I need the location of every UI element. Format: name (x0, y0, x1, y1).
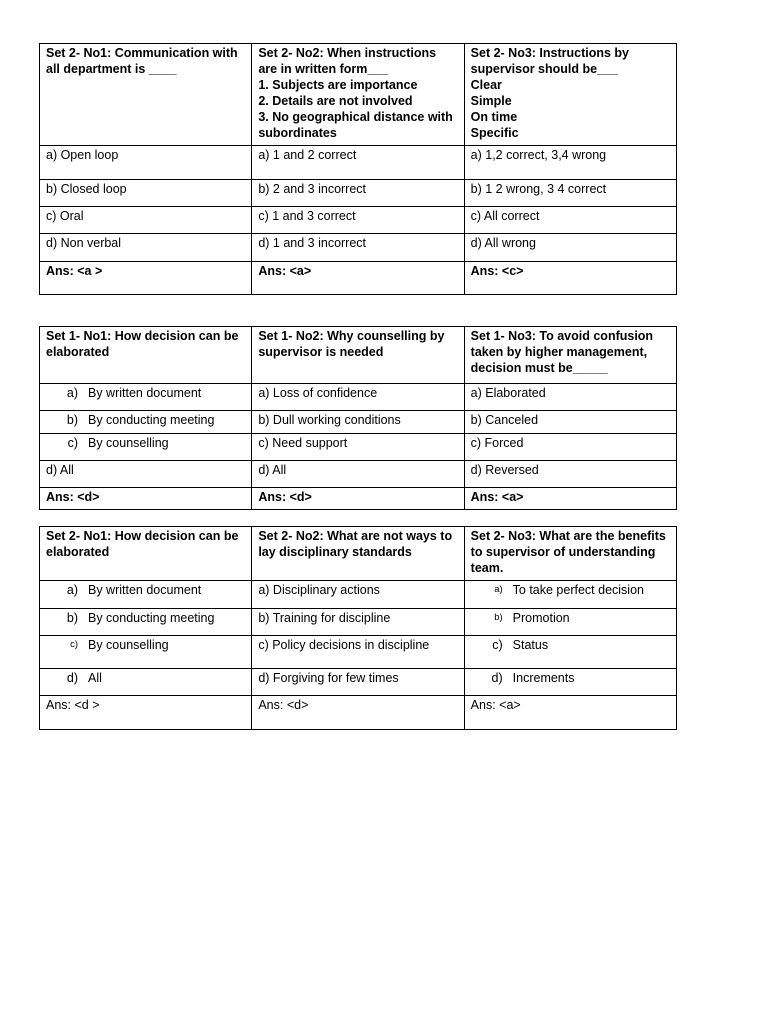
answer-cell: Ans: <a> (252, 262, 464, 295)
option-cell: d) All wrong (464, 234, 676, 262)
option-cell: d) Non verbal (40, 234, 252, 262)
option-text: By counselling (88, 436, 169, 450)
option-cell (40, 609, 252, 636)
option-cell: a) Open loop (40, 146, 252, 180)
option-cell: c) 1 and 3 correct (252, 207, 464, 234)
option-row (40, 384, 677, 411)
option-row (40, 207, 677, 234)
option-text: To take perfect decision (512, 583, 644, 597)
option-cell (40, 581, 252, 609)
option-cell: d) All (252, 461, 464, 488)
option-row (40, 636, 677, 669)
question-set2-no2: Set 2- No2: What are not ways to lay disciplinary standards (252, 527, 464, 581)
option-cell: b) Dull working conditions (252, 411, 464, 434)
option-text: By conducting meeting (88, 413, 215, 427)
option-cell: d) 1 and 3 incorrect (252, 234, 464, 262)
option-cell: a) 1,2 correct, 3,4 wrong (464, 146, 676, 180)
option-text: Promotion (512, 611, 570, 625)
option-row (40, 669, 677, 696)
option-cell: c) Oral (40, 207, 252, 234)
option-row (40, 461, 677, 488)
answer-cell: Ans: <d> (252, 488, 464, 510)
option-cell: d) Forgiving for few times (252, 669, 464, 696)
question-set2-no3: Set 2- No3: Instructions by supervisor should be___ Clear Simple On time Specific (464, 44, 676, 146)
option-cell: b) Closed loop (40, 180, 252, 207)
option-cell: c) Forced (464, 434, 676, 461)
option-cell: b) 2 and 3 incorrect (252, 180, 464, 207)
option-cell: c) All correct (464, 207, 676, 234)
option-letter: b) (494, 612, 503, 623)
answer-cell: Ans: <a> (464, 696, 676, 730)
answer-cell: Ans: <d > (40, 696, 252, 730)
option-cell (40, 384, 252, 411)
answer-cell: Ans: <a > (40, 262, 252, 295)
option-text: All (88, 671, 102, 685)
option-cell: b) 1 2 wrong, 3 4 correct (464, 180, 676, 207)
option-row (40, 180, 677, 207)
option-letter: a) (66, 386, 78, 400)
option-row (40, 609, 677, 636)
option-cell (464, 609, 676, 636)
option-cell (464, 636, 676, 669)
question-set2-no2: Set 2- No2: When instructions are in written form___ 1. Subjects are importance 2. Details are not involved 3. No geographical distance with subordinates (252, 44, 464, 146)
option-text: By written document (88, 386, 202, 400)
option-row (40, 234, 677, 262)
question-set2-no1: Set 2- No1: How decision can be elaborated (40, 527, 252, 581)
option-cell: c) Policy decisions in discipline (252, 636, 464, 669)
option-cell: d) All (40, 461, 252, 488)
option-letter: d) (66, 671, 78, 685)
question-set1-no3: Set 1- No3: To avoid confusion taken by higher management, decision must be_____ (464, 327, 676, 384)
option-row (40, 581, 677, 609)
question-table-1 (39, 43, 677, 295)
answer-cell: Ans: <c> (464, 262, 676, 295)
option-cell (40, 411, 252, 434)
option-letter: c) (67, 436, 78, 450)
option-letter: d) (491, 671, 503, 685)
option-cell: c) Need support (252, 434, 464, 461)
option-letter: b) (66, 611, 78, 625)
answer-cell: Ans: <a> (464, 488, 676, 510)
option-cell: a) 1 and 2 correct (252, 146, 464, 180)
option-cell (40, 669, 252, 696)
option-letter: c) (70, 639, 78, 650)
option-cell: b) Canceled (464, 411, 676, 434)
option-letter: c) (492, 638, 503, 652)
option-letter: b) (66, 413, 78, 427)
option-text: By conducting meeting (88, 611, 215, 625)
question-set2-no3: Set 2- No3: What are the benefits to supervisor of understanding team. (464, 527, 676, 581)
question-table-2 (39, 326, 677, 510)
question-set1-no2: Set 1- No2: Why counselling by supervisor is needed (252, 327, 464, 384)
option-cell: a) Loss of confidence (252, 384, 464, 411)
option-text: Status (512, 638, 549, 652)
option-cell: a) Disciplinary actions (252, 581, 464, 609)
option-cell (464, 581, 676, 609)
answer-cell: Ans: <d> (252, 696, 464, 730)
option-cell: b) Training for discipline (252, 609, 464, 636)
question-set2-no1: Set 2- No1: Communication with all department is ____ (40, 44, 252, 146)
option-text: By written document (88, 583, 202, 597)
answer-cell: Ans: <d> (40, 488, 252, 510)
option-row (40, 146, 677, 180)
option-text: Increments (512, 671, 575, 685)
question-set1-no1: Set 1- No1: How decision can be elaborated (40, 327, 252, 384)
question-table-3 (39, 526, 677, 730)
option-cell (464, 669, 676, 696)
option-cell: d) Reversed (464, 461, 676, 488)
option-text: By counselling (88, 638, 169, 652)
option-row (40, 411, 677, 434)
option-cell: a) Elaborated (464, 384, 676, 411)
option-letter: a) (494, 584, 503, 595)
option-cell (40, 636, 252, 669)
option-letter: a) (66, 583, 78, 597)
option-row (40, 434, 677, 461)
option-cell (40, 434, 252, 461)
